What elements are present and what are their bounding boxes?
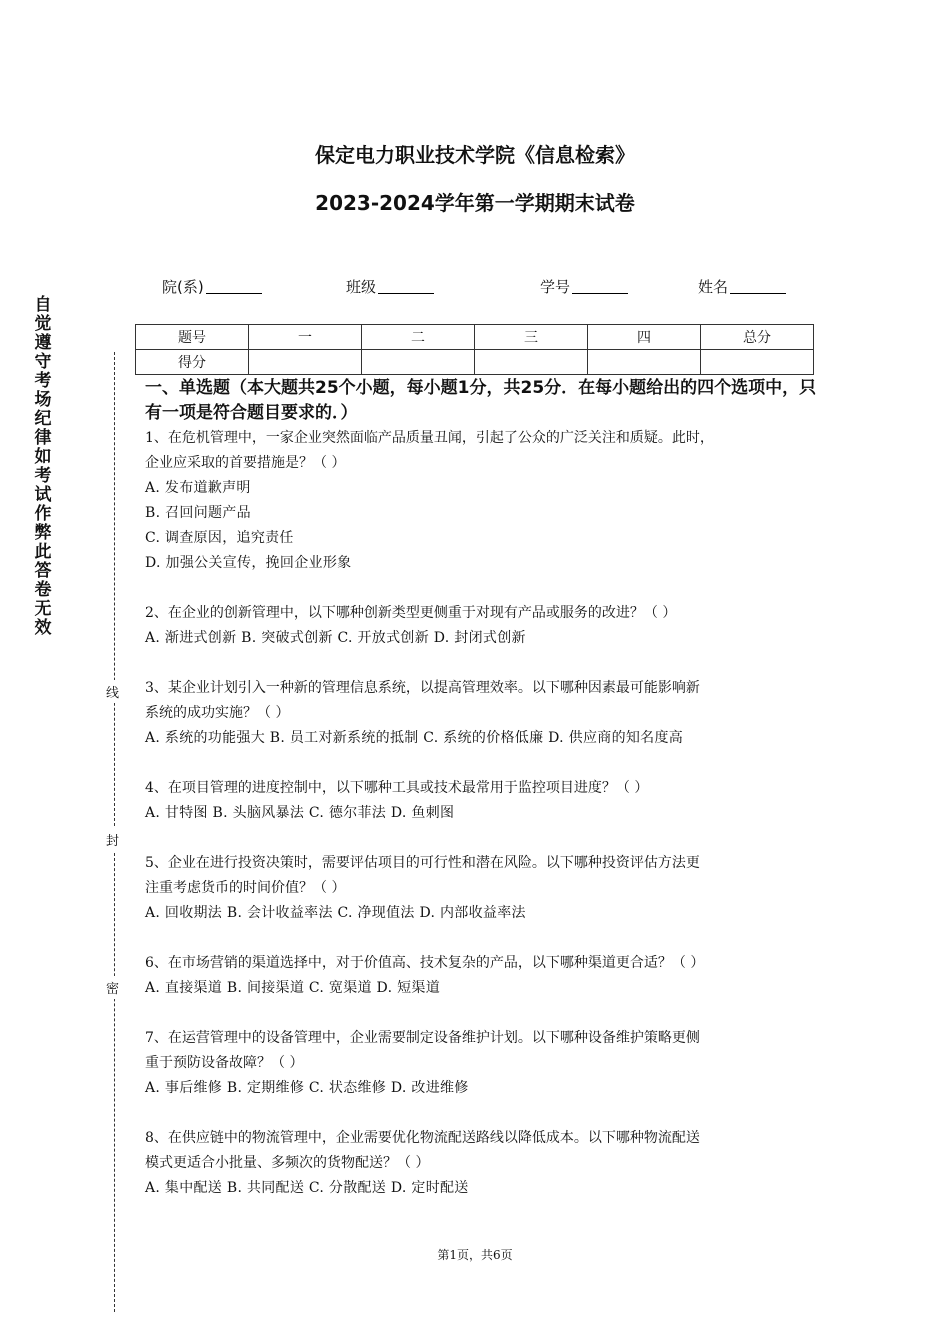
score-row-label: 得分 (136, 350, 249, 375)
question-option: A. 系统的功能强大 B. 员工对新系统的抵制 C. 系统的价格低廉 D. 供应商的知名度高 (145, 730, 684, 746)
question-item (145, 951, 820, 1001)
info-label: 姓名 (698, 278, 729, 296)
score-cell[interactable] (362, 350, 475, 375)
info-label: 院(系) (162, 278, 204, 296)
info-field-department (162, 276, 262, 297)
question-text: 8、在供应链中的物流管理中，企业需要优化物流配送路线以降低成本。以下哪种物流配送 (145, 1130, 700, 1146)
question-text: 注重考虑货币的时间价值？（ ） (145, 880, 346, 896)
question-item (145, 1026, 820, 1101)
score-table-header-row (136, 325, 814, 350)
info-label: 学号 (540, 278, 571, 296)
score-header-cell: 二 (362, 325, 475, 350)
question-option: B. 召回问题产品 (145, 505, 251, 521)
score-table (135, 324, 814, 375)
question-text: 3、某企业计划引入一种新的管理信息系统，以提高管理效率。以下哪种因素最可能影响新 (145, 680, 700, 696)
question-text: 7、在运营管理中的设备管理中，企业需要制定设备维护计划。以下哪种设备维护策略更侧 (145, 1030, 700, 1046)
question-option: A. 直接渠道 B. 间接渠道 C. 宽渠道 D. 短渠道 (145, 980, 440, 996)
exam-title-line1: 保定电力职业技术学院《信息检索》 (315, 143, 635, 167)
info-field-class (346, 276, 434, 297)
question-item (145, 601, 820, 651)
question-item (145, 1126, 820, 1201)
question-item (145, 676, 820, 751)
binding-mark-feng: 封 (106, 828, 119, 851)
question-option: A. 渐进式创新 B. 突破式创新 C. 开放式创新 D. 封闭式创新 (145, 630, 526, 646)
question-text: 1、在危机管理中，一家企业突然面临产品质量丑闻，引起了公众的广泛关注和质疑。此时， (145, 430, 714, 446)
score-table-score-row (136, 350, 814, 375)
score-header-cell: 题号 (136, 325, 249, 350)
section-heading: 一、单选题（本大题共25个小题，每小题1分，共25分．在每小题给出的四个选项中，只有一项是符合题目要求的．） (145, 378, 817, 423)
question-option: C. 调查原因，追究责任 (145, 530, 294, 546)
question-text: 企业应采取的首要措施是？（ ） (145, 455, 346, 471)
blank-line (378, 279, 434, 294)
question-option: A. 发布道歉声明 (145, 480, 251, 496)
question-item (145, 776, 820, 826)
info-field-name (698, 276, 786, 297)
score-header-cell: 总分 (701, 325, 814, 350)
side-notice: 自觉遵守考场纪律如考试作弊此答卷无效 (34, 295, 52, 638)
blank-line (730, 279, 786, 294)
score-header-cell: 三 (475, 325, 588, 350)
question-option: A. 回收期法 B. 会计收益率法 C. 净现值法 D. 内部收益率法 (145, 905, 526, 921)
question-text: 2、在企业的创新管理中，以下哪种创新类型更侧重于对现有产品或服务的改进？（ ） (145, 605, 677, 621)
blank-line (206, 279, 262, 294)
score-cell[interactable] (249, 350, 362, 375)
score-cell[interactable] (475, 350, 588, 375)
question-option: A. 甘特图 B. 头脑风暴法 C. 德尔菲法 D. 鱼刺图 (145, 805, 455, 821)
question-text: 4、在项目管理的进度控制中，以下哪种工具或技术最常用于监控项目进度？（ ） (145, 780, 649, 796)
score-header-cell: 一 (249, 325, 362, 350)
binding-mark-mi: 密 (106, 976, 119, 999)
question-option: D. 加强公关宣传，挽回企业形象 (145, 555, 352, 571)
page-footer: 第1页，共6页 (437, 1248, 513, 1262)
question-option: A. 事后维修 B. 定期维修 C. 状态维修 D. 改进维修 (145, 1080, 469, 1096)
question-text: 模式更适合小批量、多频次的货物配送？（ ） (145, 1155, 430, 1171)
blank-line (572, 279, 628, 294)
question-option: A. 集中配送 B. 共同配送 C. 分散配送 D. 定时配送 (145, 1180, 469, 1196)
score-cell[interactable] (588, 350, 701, 375)
question-text: 系统的成功实施？（ ） (145, 705, 290, 721)
score-cell[interactable] (701, 350, 814, 375)
score-header-cell: 四 (588, 325, 701, 350)
question-item (145, 851, 820, 926)
question-text: 重于预防设备故障？（ ） (145, 1055, 304, 1071)
question-item (145, 426, 820, 576)
question-list (145, 426, 820, 1201)
binding-mark-xian: 线 (106, 680, 119, 703)
question-text: 5、企业在进行投资决策时，需要评估项目的可行性和潜在风险。以下哪种投资评估方法更 (145, 855, 700, 871)
info-label: 班级 (346, 278, 377, 296)
question-text: 6、在市场营销的渠道选择中，对于价值高、技术复杂的产品，以下哪种渠道更合适？（ ） (145, 955, 705, 971)
info-field-student-id (540, 276, 628, 297)
exam-title-line2: 2023-2024学年第一学期期末试卷 (315, 191, 635, 215)
